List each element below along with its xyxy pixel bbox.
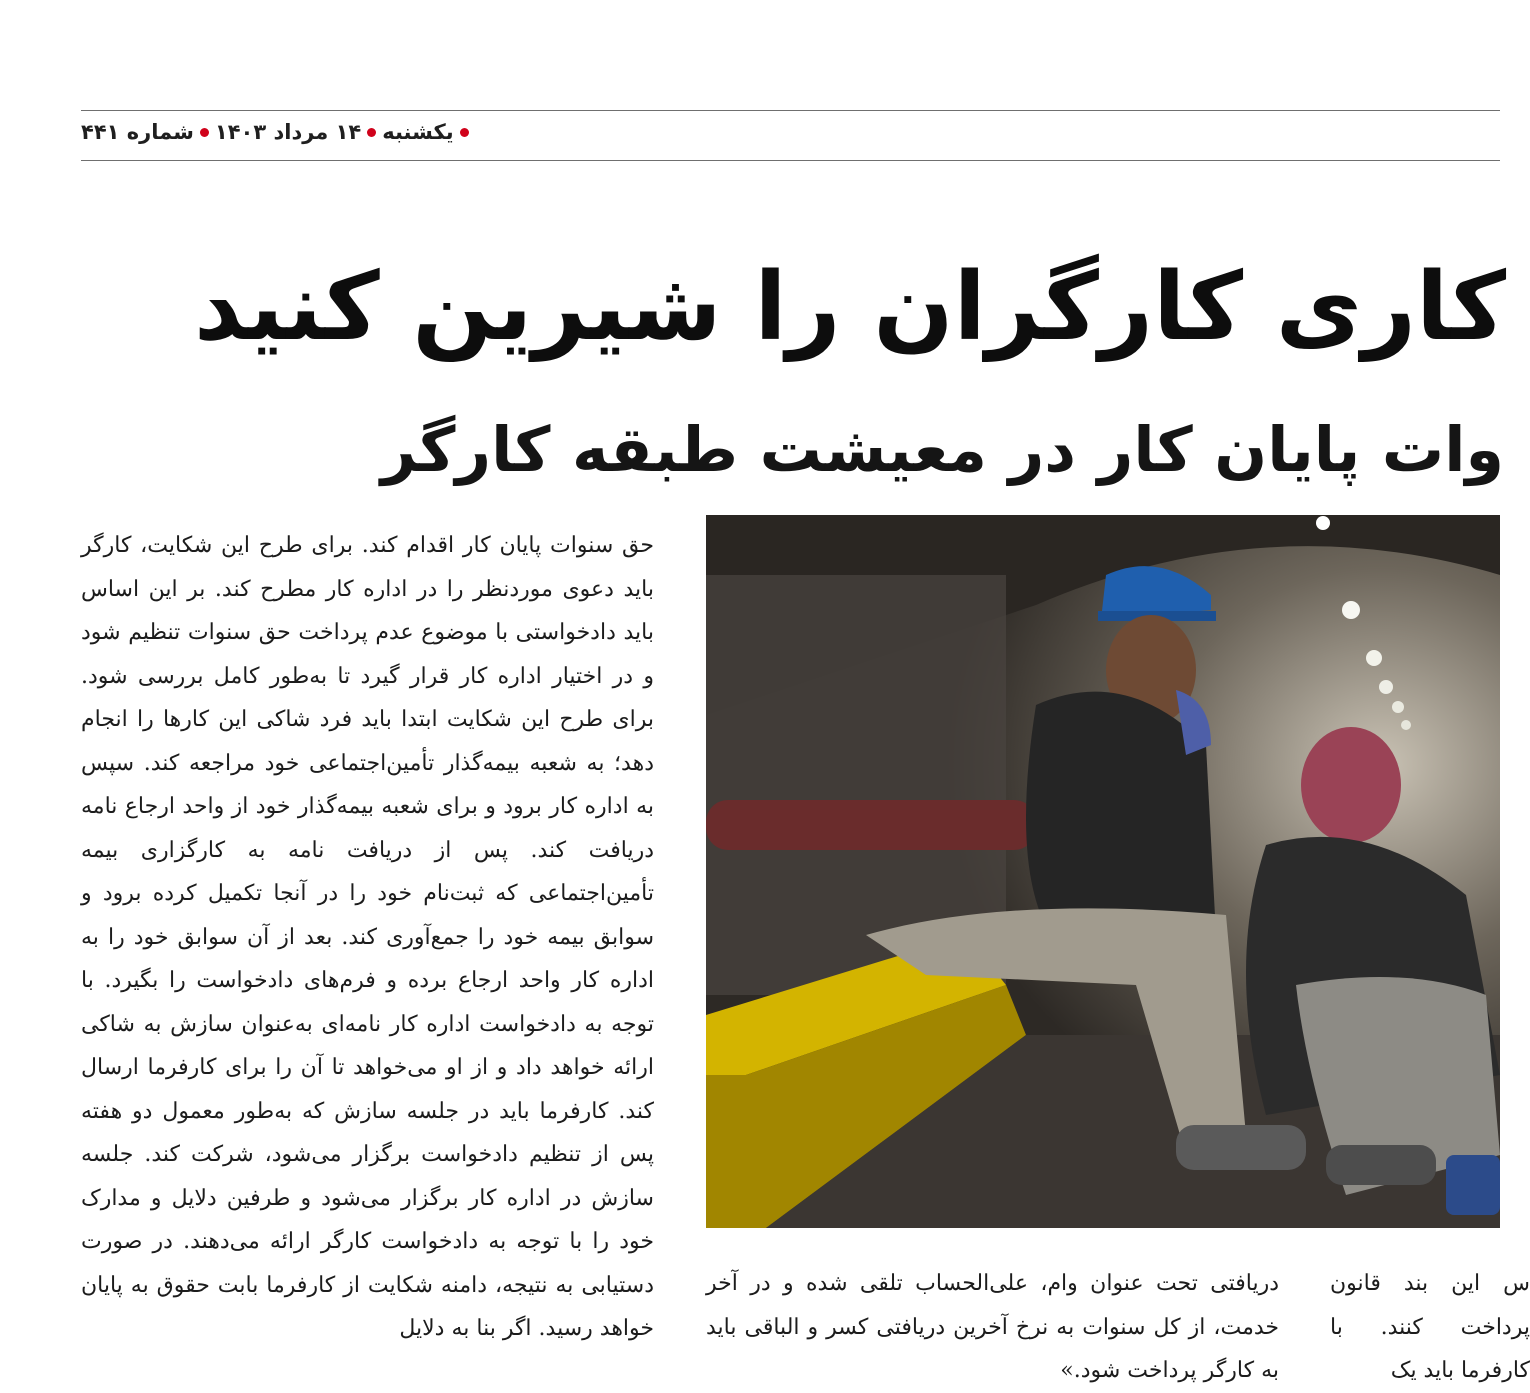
dateline	[81, 120, 469, 144]
article-column-left: حق سنوات پایان کار اقدام کند. برای طرح این شکایت، کارگر باید دعوی موردنظر را در اداره کار مطرح کند. بر این اساس باید دادخواستی با موضوع عدم پرداخت حق سنوات تنظیم شود و در اختیار اداره کار قرار گیرد تا به‌طور کامل بررسی شود. برای طرح این شکایت ابتدا باید فرد شاکی این کارها را انجام دهد؛ به شعبه بیمه‌گذار تأمین‌اجتماعی خود مراجعه کند. سپس به اداره کار برود و برای شعبه بیمه‌گذار خود از واحد ارجاع نامه دریافت کند. پس از دریافت نامه به کارگزاری بیمه تأمین‌اجتماعی که ثبت‌نام خود را در آنجا تکمیل کرده برود و سوابق بیمه خود را جمع‌آوری کند. بعد از آن سوابق خود را به اداره کار واحد ارجاع برده و فرم‌های دادخواست را بگیرد. با توجه به دادخواست اداره کار نامه‌ای به‌عنوان سازش به شاکی ارائه خواهد داد و از او می‌خواهد تا آن را برای کارفرما ارسال کند. کارفرما باید در جلسه سازش که به‌طور معمول دو هفته پس از تنظیم دادخواست برگزار می‌شود، شرکت کند. جلسه سازش در اداره کار برگزار می‌شود و طرفین دلایل و مدارک خود را با توجه به دادخواست کارگر ارائه می‌دهند. در صورت دستیابی به نتیجه، دامنه شکایت از کارفرما بابت حقوق به پایان خواهد رسید. اگر بنا به دلایل	[81, 533, 654, 1341]
header-rule-top	[81, 110, 1500, 111]
photo-of-workers-resting-in-tunnel-icon	[706, 515, 1500, 1228]
bullet-dot-icon	[367, 128, 376, 137]
weekday: یکشنبه	[382, 120, 454, 144]
headline: کاری کارگران را شیرین کنید	[193, 253, 1506, 362]
issue-number: شماره ۴۴۱	[81, 120, 194, 144]
bullet-dot-icon	[200, 128, 209, 137]
subheadline: وات پایان کار در معیشت طبقه کارگر	[380, 413, 1504, 486]
article-column-middle: دریافتی تحت عنوان وام، علی‌الحساب تلقی شده و در آخر خدمت، از کل سنوات به نرخ آخرین دریافتی کسر و الباقی باید به کارگر پرداخت شود.»	[706, 1271, 1279, 1383]
workers-photo	[706, 515, 1500, 1228]
bullet-dot-icon	[460, 128, 469, 137]
article-column-right: س این بند قانون پرداخت کنند. با کارفرما باید یک	[1330, 1271, 1530, 1383]
header-rule-bottom	[81, 160, 1500, 161]
issue-date: ۱۴ مرداد ۱۴۰۳	[214, 120, 362, 144]
